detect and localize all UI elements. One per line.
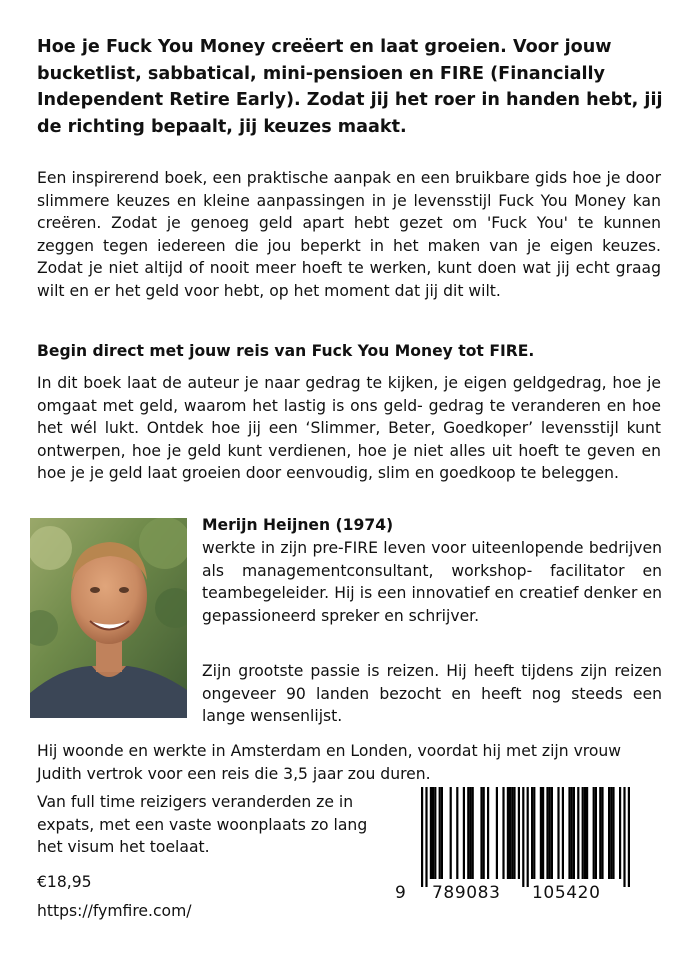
- barcode-bar: [480, 787, 482, 879]
- barcode-bar: [540, 787, 542, 879]
- barcode-bar: [623, 787, 625, 887]
- barcode-bar: [628, 787, 630, 887]
- barcode-bar: [441, 787, 443, 879]
- barcode-bar: [599, 787, 601, 879]
- barcode-bar: [531, 787, 533, 879]
- barcode-bar: [573, 787, 575, 879]
- author-name: Merijn Heijnen (1974): [202, 516, 394, 534]
- barcode-bar: [527, 787, 529, 887]
- barcode-bar: [595, 787, 597, 879]
- barcode-bar: [496, 787, 498, 879]
- subheading: Begin direct met jouw reis van Fuck You Money tot FIRE.: [37, 342, 535, 360]
- barcode-right-digits: 105420: [532, 883, 601, 903]
- barcode-bars: [391, 787, 639, 887]
- barcode-bar: [601, 787, 603, 879]
- barcode-bar: [430, 787, 432, 879]
- barcode-bar: [542, 787, 544, 879]
- barcode-bar: [522, 787, 524, 887]
- barcode-bar: [513, 787, 515, 879]
- body-paragraph: In dit boek laat de auteur je naar gedrag te kijken, je eigen geldgedrag, hoe je omgaat met geld, waarom het lastig is ons geld- gedrag te veranderen en hoe het wél lukt. Ontdek hoe jij een ‘Slimmer, Beter, Goedkoper’ levensstijl kunt ontwerpen, hoe je geld kunt verdienen, hoe je niet alles uit hoeft te geven en hoe je je geld laat groeien door eenvoudig, slim en goedkoop te beleggen.: [37, 374, 661, 483]
- barcode-bar: [425, 787, 427, 887]
- price: €18,95: [37, 873, 92, 891]
- barcode-bar: [439, 787, 441, 879]
- barcode-bar: [507, 787, 509, 879]
- barcode-bar: [432, 787, 434, 879]
- author-bio: werkte in zijn pre-FIRE leven voor uiteenlopende bedrijven als managementconsultant, workshop- facilitator en teambegeleider. Hij is een innovatief en creatief denker en gepassioneerd spreker en schrijver.: [202, 539, 662, 625]
- barcode-bar: [568, 787, 570, 879]
- barcode-bar: [584, 787, 586, 879]
- barcode-bar: [533, 787, 535, 879]
- author-photo: [30, 518, 187, 718]
- barcode-bar: [421, 787, 423, 887]
- barcode-bar: [502, 787, 504, 879]
- barcode-bar: [472, 787, 474, 879]
- barcode-bar: [450, 787, 452, 879]
- headline: Hoe je Fuck You Money creëert en laat groeien. Voor jouw bucketlist, sabbatical, mini-pensioen en FIRE (Financially Independent Retire Early). Zodat jij het roer in handen hebt, jij de richting bepaalt, jij keuzes maakt.: [37, 37, 663, 137]
- barcode-bar: [619, 787, 621, 879]
- barcode-bar: [546, 787, 548, 879]
- barcode-bar: [562, 787, 564, 879]
- barcode-bar: [593, 787, 595, 879]
- author-passion: Zijn grootste passie is reizen. Hij heeft tijdens zijn reizen ongeveer 90 landen bezocht en heeft nog steeds een lange wensenlijst.: [202, 662, 662, 726]
- barcode-bar: [551, 787, 553, 879]
- barcode-bar: [487, 787, 489, 879]
- barcode-number: [391, 883, 639, 907]
- barcode-bar: [463, 787, 465, 879]
- lived-paragraph: Hij woonde en werkte in Amsterdam en Londen, voordat hij met zijn vrouw Judith vertrok voor een reis die 3,5 jaar zou duren.: [37, 742, 622, 783]
- barcode-bar: [577, 787, 579, 879]
- barcode-bar: [571, 787, 573, 879]
- travelers-paragraph: Van full time reizigers veranderden ze in expats, met een vaste woonplaats zo lang het visum het toelaat.: [37, 793, 368, 857]
- barcode-bar: [586, 787, 588, 879]
- barcode-bar: [557, 787, 559, 879]
- barcode-bar: [511, 787, 513, 879]
- barcode-bar: [483, 787, 485, 879]
- barcode-bar: [612, 787, 614, 879]
- barcode-bar: [509, 787, 511, 879]
- barcode-left-digits: 789083: [432, 883, 501, 903]
- intro-paragraph: Een inspirerend boek, een praktische aanpak en een bruikbare gids hoe je door slimmere keuzes en kleine aanpassingen in je levensstijl Fuck You Money kan creëren. Zodat je genoeg geld apart hebt gezet om 'Fuck You' te kunnen zeggen tegen iedereen die jou beperkt in het maken van je eigen keuzes. Zodat je niet altijd of nooit meer hoeft te werken, kunt doen wat jij echt graag wilt en er het geld voor hebt, op het moment dat jij dit wilt.: [37, 169, 661, 300]
- barcode-bar: [456, 787, 458, 879]
- website-url[interactable]: https://fymfire.com/: [37, 902, 192, 920]
- barcode-bar: [434, 787, 436, 879]
- barcode-bar: [549, 787, 551, 879]
- barcode-bar: [469, 787, 471, 879]
- barcode-bar: [467, 787, 469, 879]
- barcode-bar: [610, 787, 612, 879]
- barcode-bar: [582, 787, 584, 879]
- barcode-lead-digit: 9: [395, 883, 406, 903]
- isbn-barcode: [391, 787, 639, 907]
- barcode-bar: [518, 787, 520, 879]
- author-portrait-image: [30, 518, 187, 718]
- barcode-bar: [608, 787, 610, 879]
